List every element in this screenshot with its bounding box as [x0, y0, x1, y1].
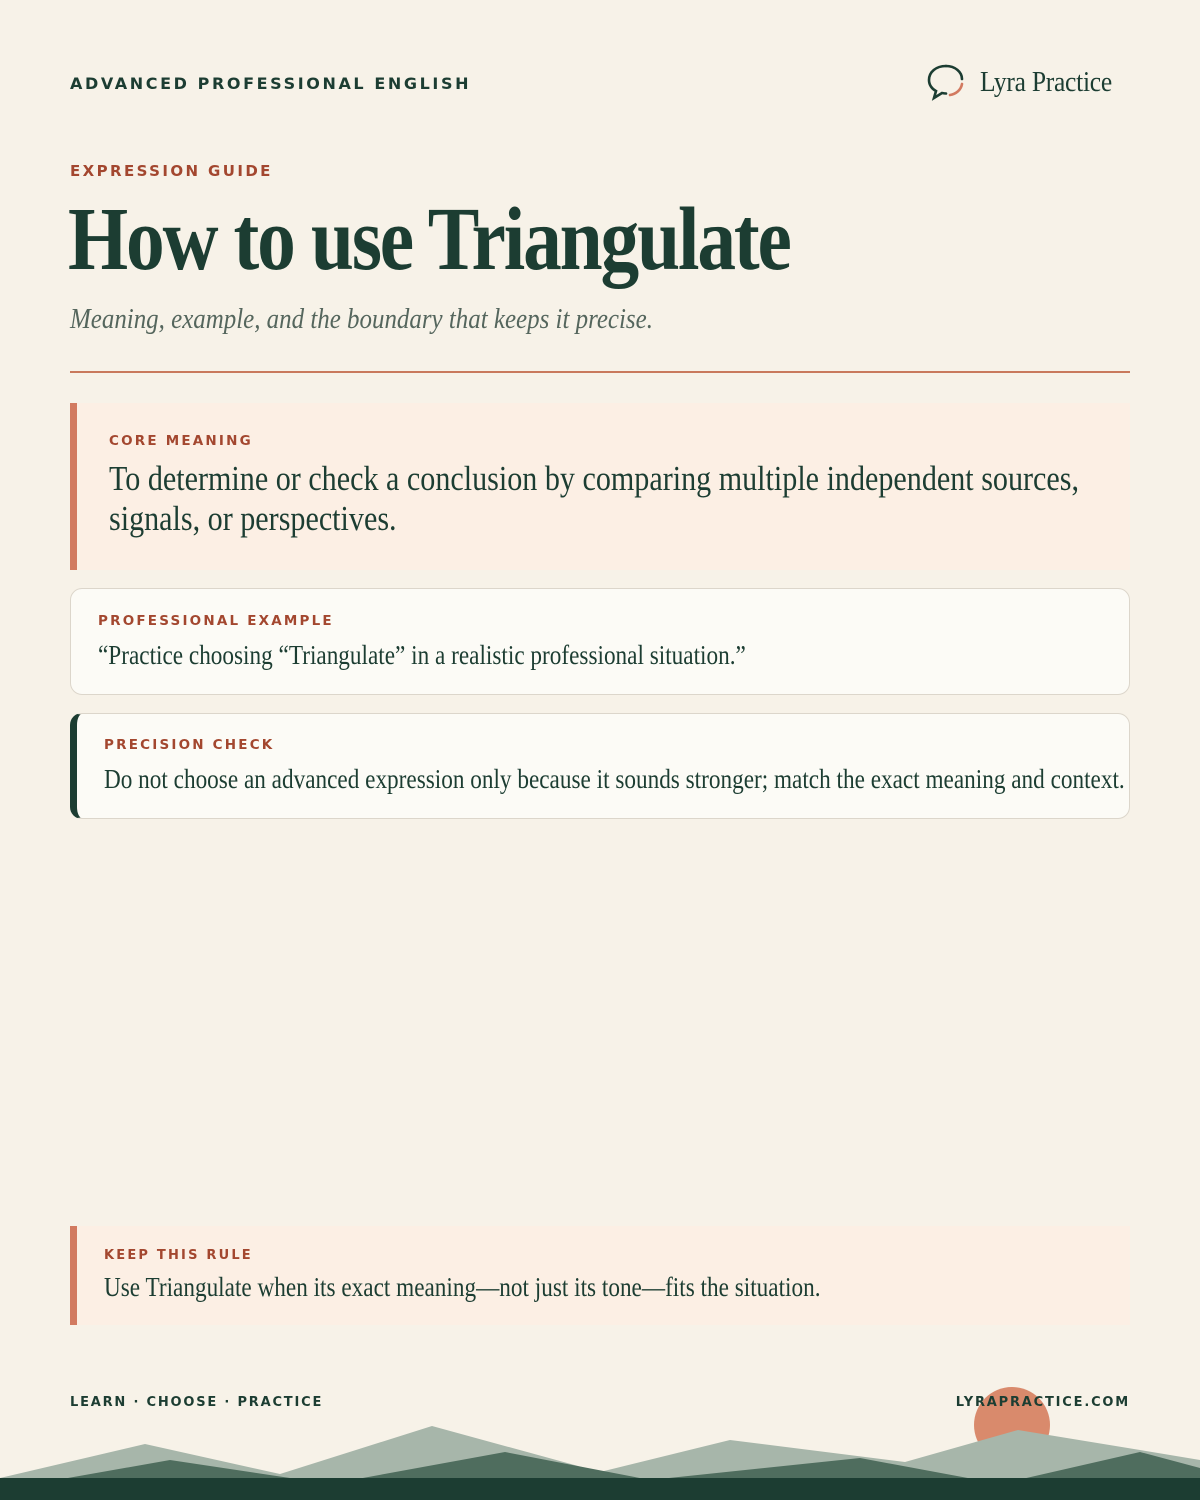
precision-check-card [70, 713, 1130, 819]
rule-label: KEEP THIS RULE [104, 1248, 253, 1263]
precision-check-label: PRECISION CHECK [104, 737, 275, 753]
page-subtitle: Meaning, example, and the boundary that keeps it precise. [70, 303, 653, 335]
brand[interactable] [926, 62, 1130, 102]
section-eyebrow: EXPRESSION GUIDE [70, 162, 273, 180]
page-title: How to use Triangulate [68, 190, 790, 289]
example-card [70, 588, 1130, 695]
series-kicker: ADVANCED PROFESSIONAL ENGLISH [70, 74, 472, 93]
example-label: PROFESSIONAL EXAMPLE [98, 613, 334, 629]
divider [70, 371, 1130, 373]
footer-website-link[interactable]: LYRAPRACTICE.COM [955, 1395, 1130, 1410]
core-meaning-label: CORE MEANING [109, 433, 253, 449]
example-text: “Practice choosing “Triangulate” in a realistic professional situation.” [98, 640, 746, 670]
core-meaning-card [70, 403, 1130, 570]
precision-check-text: Do not choose an advanced expression only because it sounds stronger; match the exact meaning and context. [104, 764, 1125, 794]
speech-bubble-logo-icon [926, 62, 966, 102]
footer-tagline: LEARN · CHOOSE · PRACTICE [70, 1395, 324, 1410]
brand-name: Lyra Practice [980, 65, 1113, 98]
core-meaning-text: To determine or check a conclusion by comparing multiple independent sources, signals, or perspectives. [109, 459, 1079, 538]
rule-text: Use Triangulate when its exact meaning—not just its tone—fits the situation. [104, 1272, 821, 1302]
ground-band [0, 1478, 1200, 1500]
rule-card [70, 1226, 1130, 1325]
